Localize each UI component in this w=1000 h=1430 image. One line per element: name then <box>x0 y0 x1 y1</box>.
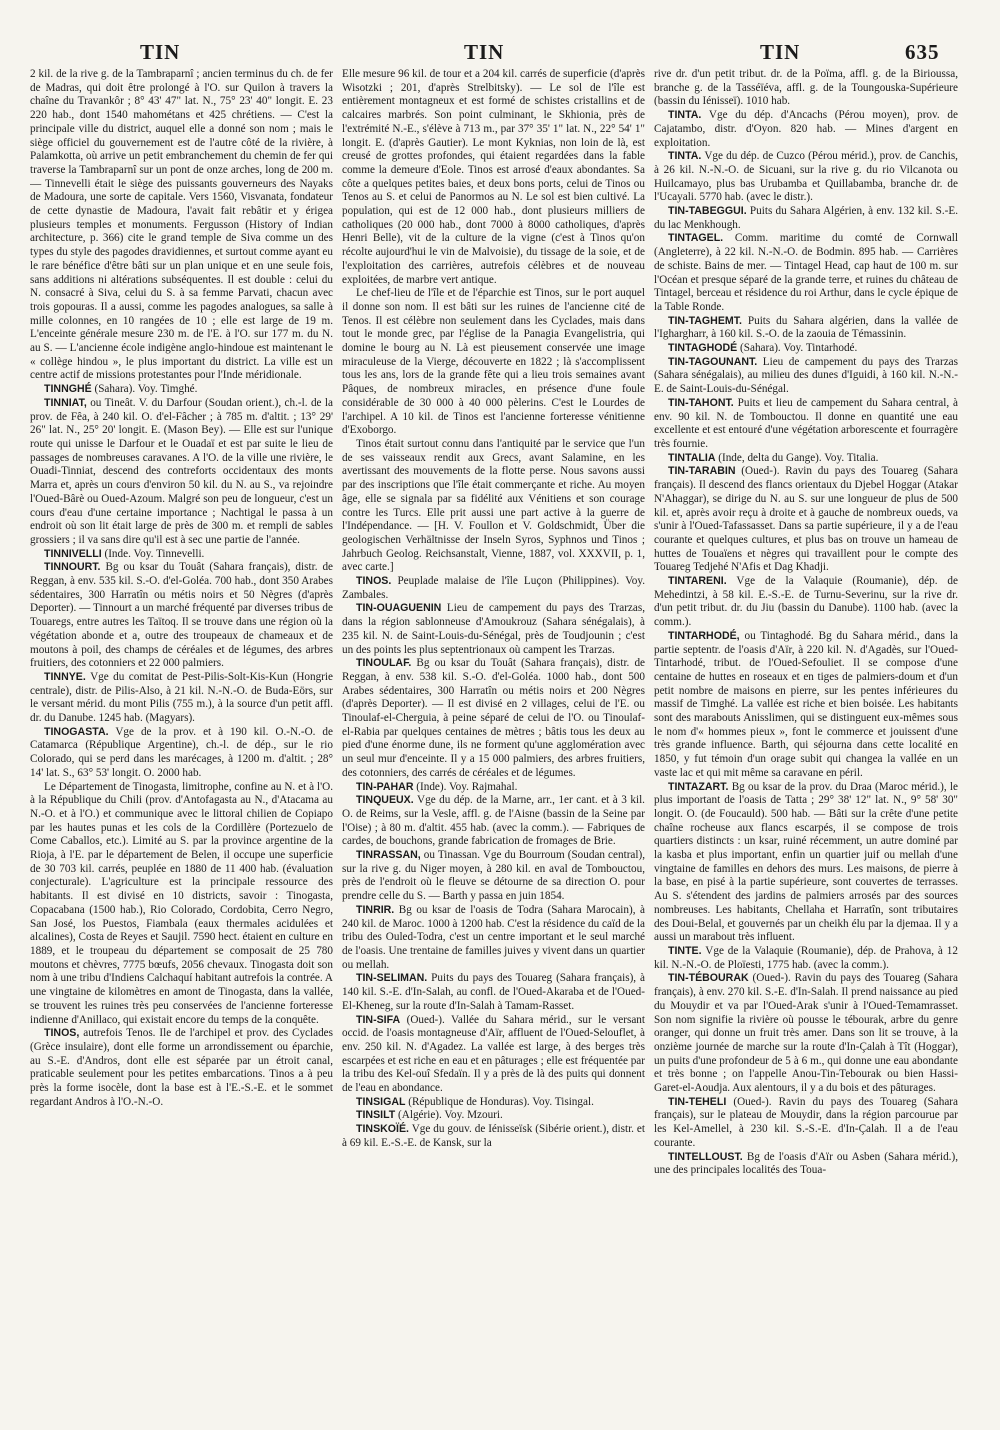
entry-headword: TINSILT <box>356 1109 396 1122</box>
dictionary-entry <box>30 548 333 562</box>
entry-text: (Inde, delta du Gange). Voy. Titalia. <box>718 451 879 464</box>
entry-text: Vge du dép. d'Ancachs (Pérou moyen), prov. de Cajatambo, distr. d'Oyon. 820 hab. — Mines d'argent en exploitation. <box>654 109 958 149</box>
page-number: 635 <box>905 40 940 64</box>
entry-text: Bg ou ksar du Touât (Sahara français), distr. de Reggan, à env. 535 kil. S.-O. d'el-Goléa. 700 hab., dont 350 Arabes sédentaires, 300 Harratîn ou métis noirs et 50 Nègres (d'après Deporter). — Tinnourt a un marché fréquenté par diverses tribus de Touaregs, entre autres les Taïtoq. Il se trouve dans une région où la végétation abonde et a, outre des troupeaux de chameaux et de moutons à poil, des champs de céréales et de légumes, des arbres fruitiers, des cotonniers et 22 000 palmiers. <box>30 561 333 670</box>
dictionary-entry <box>654 781 958 945</box>
entry-text: ou Tintaghodé. Bg du Sahara mérid., dans la partie septentr. de l'oasis d'Aïr, à 220 kil. N. d'Agadès, sur l'Oued-Tintarhodé, tribut. de l'Oued-Sefouliet. Il se compose d'une centaine de huttes en roseaux et en tiges de palmiers-doum et d'un petit nombre de maisons en pierre, sur les pentes inférieures du massif de Timghé. La vallée est riche et bien boisée. Les habitants sont des marabouts Anisslimen, qui se distinguent eux-mêmes sous le nom d'« hommes pieux », font le commerce et jouissent d'une très grande influence. Barth, qui séjourna dans cette localité en 1850, y fut témoin d'un orage subit qui changea la vallée en un vaste lac et qui mit même sa caravane en péril. <box>654 629 958 779</box>
entry-headword: TINTA. <box>668 109 702 122</box>
dictionary-entry <box>654 397 958 452</box>
entry-headword: TINTAGHODÉ <box>668 342 738 355</box>
dictionary-entry <box>30 671 333 726</box>
entry-text: autrefois Tenos. Ile de l'archipel et prov. des Cyclades (Grèce insulaire), dont elle forme un arrondissement ou éparchie, au S.-E. d'Andros, dont elle est séparée par un étroit canal, praticable seulement pour les petites embarcations. Tinos a à peu près la forme isocèle, dont la base est à l'E.-S.-E. et le sommet regardant Andros à l'O.-N.-O. <box>30 1027 333 1108</box>
running-head-right: TIN <box>760 40 801 64</box>
entry-headword: TIN-TABEGGUI. <box>668 205 747 218</box>
dictionary-entry <box>30 1027 333 1109</box>
entry-headword: TINRIR. <box>356 903 395 916</box>
dictionary-entry <box>30 781 333 1028</box>
text-column-3 <box>654 68 958 1418</box>
entry-text: Lieu de campement du pays des Trarzas, dans la région sablonneuse d'Amoukrouz (Sahara sénégalais), à 235 kil. N. de Saint-Louis-du-Sénégal, près de Toudjounin ; c'est un des points les plus septentrionaux où campent les Trarzas. <box>342 602 645 656</box>
dictionary-entry <box>654 945 958 972</box>
running-head-left: TIN <box>140 40 181 64</box>
entry-headword: TIN-PAHAR <box>356 780 414 793</box>
entry-text: (Sahara). Voy. Timghé. <box>94 383 198 396</box>
entry-headword: TINTAGEL. <box>668 232 724 245</box>
entry-headword: TIN-TÉBOURAK <box>668 972 749 985</box>
entry-headword: TINNGHÉ <box>44 383 92 396</box>
dictionary-entry <box>654 232 958 314</box>
entry-text: Bg ou ksar de la prov. du Draa (Maroc mérid.), le plus important de l'oasis de Tatta ; 29° 38' 12" lat. N., 9° 58' 30" longit. O. (de Foucauld). 500 hab. — Bâti sur la crête d'une petite chaîne rocheuse aux flancs escarpés, il se compose de trois quartiers distincts : un ksar, ruiné récemment, un autre dominé par la kasba et plus important, enfin un quartier juif ou mellah d'une vingtaine de familles en dehors des murs. Les maisons, de pierre à la base, en pisé à la partie supérieure, sont couvertes de terrasses. Au S. s'étendent des jardins de palmiers arrosés par des sources nombreuses. Les habitants, Chellaha et Harratîn, sont tributaires des Doui-Belal, et gouvernés par un cheikh élu par la djemaa. Il y a aussi un marabout très influent. <box>654 780 958 944</box>
entry-text: ou Tinassan. Vge du Bourroum (Soudan central), sur la rive g. du Niger moyen, à 280 kil. en aval de Tombouctou, près de l'endroit où le fleuve se détourne de sa direction O. pour prendre celle du S. — Barth y passa en juin 1854. <box>342 849 645 903</box>
entry-headword: TIN-TAGOUNANT. <box>668 355 758 368</box>
text-column-2 <box>342 68 645 1418</box>
entry-text: Vge du gouv. de Iénisseïsk (Sibérie orient.), distr. et à 69 kil. E.-S.-E. de Kansk, sur la <box>342 1123 645 1149</box>
entry-text: Lieu de campement du pays des Trarzas (Sahara sénégalais), au milieu des dunes d'Iguidi, à 160 kil. N.-N.-E. de Saint-Louis-du-Sénégal. <box>654 355 958 396</box>
dictionary-entry <box>654 205 958 232</box>
entry-text: Vge du comitat de Pest-Pilis-Solt-Kis-Kun (Hongrie centrale), distr. de Pilis-Also, à 21 kil. N.-N.-O. de Buda-Eörs, sur le versant mérid. du mont Pilis (755 m.), à la source d'un petit affl. dr. du Danube. 1245 hab. (Magyars). <box>30 670 333 725</box>
dictionary-entry <box>654 68 958 109</box>
dictionary-entry <box>342 287 645 438</box>
entry-headword: TIN-SIFA <box>356 1013 401 1026</box>
entry-text: (Oued-). Vallée du Sahara mérid., sur le versant occid. de l'oasis montagneuse d'Aïr, affluent de l'Oued-Selouflet, à env. 250 kil. N. d'Agadez. La vallée est large, à des berges très escarpées et est riche en eau et en pâturages ; elle est fréquentée par la tribu des Kel-ouî Sfedaïn. Il y a près de là des puits qui donnent de l'eau en abondance. <box>342 1013 645 1095</box>
entry-text: Le chef-lieu de l'île et de l'éparchie est Tinos, sur le port auquel il donne son nom. Il est bâti sur les ruines de l'ancienne cité de Tenos. Il est célèbre non seulement dans les Cyclades, mais dans tout le monde grec, par l'église de la Panagia Evangelistria, qui domine le bourg au N. Là est pieusement conservée une image miraculeuse de la Vierge, découverte en 1822 ; là s'accomplissent tous les ans, lors de la grande fête qui a lieu trois semaines avant Pâques, de nombreux miracles, en présence d'une foule considérable de 30 000 à 40 000 pèlerins. C'est le Lourdes de l'archipel. A 10 kil. de Tinos est l'ancienne forteresse vénitienne d'Exoborgo. <box>342 287 645 437</box>
entry-headword: TINTAZART. <box>668 780 729 793</box>
entry-headword: TINRASSAN, <box>356 849 421 862</box>
entry-headword: TINNIVELLI <box>44 547 102 560</box>
dictionary-entry <box>342 781 645 795</box>
dictionary-entry <box>654 150 958 205</box>
entry-text: (Oued-). Ravin du pays des Touareg (Sahara français), sur le plateau de Mouydir, dans la région parcourue par les Kel-Amellel, à 230 kil. S.-S.-E. d'In-Çalah. Il a de l'eau courante. <box>654 1095 958 1149</box>
entry-headword: TINNYE. <box>44 670 86 683</box>
entry-text: Puits et lieu de campement du Sahara central, à env. 90 kil. N. de Tombouctou. Il donne en quantité une eau excellente et est entouré d'une végétation arborescente et fourragère très fournie. <box>654 396 958 450</box>
dictionary-entry <box>342 972 645 1013</box>
entry-headword: TINTA. <box>668 150 702 163</box>
dictionary-entry <box>342 68 645 287</box>
entry-text: Vge de la Valaquie (Roumanie), dép. de Prahova, à 12 kil. N.-N.-O. de Ploïesti, 1775 hab. (avec la comm.). <box>654 945 958 971</box>
entry-text: Comm. maritime du comté de Cornwall (Angleterre), à 22 kil. N.-N.-O. de Bodmin. 895 hab. — Carrières de schiste. Bains de mer. — Tintagel Head, cap haut de 100 m. sur l'Océan et presque séparé de la grande terre, et ruines du château de Tintagel, berceau et résidence du roi Arthur, dans le cycle épique de la Table Ronde. <box>654 232 958 313</box>
entry-headword: TINTARENI. <box>668 575 727 588</box>
entry-text: Vge du dép. de Cuzco (Pérou mérid.), prov. de Canchis, à 26 kil. N.-N.-O. de Sicuani, sur la rive g. du rio Vilcanota ou Huilcamayo, plus bas Urubamba et Quillabamba, branche dr. de l'Ucayali. 5770 hab. (avec le distr.). <box>654 150 958 204</box>
entry-headword: TIN-TAHONT. <box>668 396 734 409</box>
dictionary-entry <box>654 465 958 575</box>
entry-headword: TINOULAF. <box>356 657 412 670</box>
entry-headword: TINOS. <box>356 575 392 588</box>
entry-text: Vge du dép. de la Marne, arr., 1er cant. et à 3 kil. O. de Reims, sur la Vesle, affl. g. de l'Aisne (bassin de la Seine par l'Oise) ; à 80 m. d'altit. 455 hab. (avec la comm.). — Fabriques de cardes, de bouchons, grande fabrication de fromages de Brie. <box>342 794 645 848</box>
dictionary-entry <box>342 794 645 849</box>
dictionary-entry <box>654 452 958 466</box>
entry-text: Bg ou ksar du Touât (Sahara français), distr. de Reggan, à env. 538 kil. S.-O. d'el-Goléa. 1000 hab., dont 500 Arabes sédentaires, 300 Harratîn ou métis noirs et 200 Nègres (d'après Deporter). — Il est divisé en 2 villages, celui de l'E. ou Tinoulaf-el-Cherguia, à peine séparé de celui de l'O. ou Tinoulaf-el-Rabia par quelques centaines de mètres ; bâtis tous les deux au pied d'une énorme dune, ils ne forment qu'une agglomération avec un seul mur d'enceinte. Il y a 15 000 palmiers, des arbres fruitiers, des cotonniers, des carrés de céréales et de légumes. <box>342 657 645 779</box>
entry-text: Puits du Sahara Algérien, à env. 132 kil. S.-E. du lac Menkhough. <box>654 205 958 231</box>
entry-text: Le Département de Tinogasta, limitrophe, confine au N. et à l'O. à la République du Chili (prov. d'Antofagasta au N., d'Atacama au N.-O. et à l'O.) et communique avec le littoral chilien de Copiapo par les hautes punas et les cols de la Cordillère (Portezuelo de Come Caballos, etc.). Limité au S. par la province argentine de la Rioja, à l'E. par le département de Belen, il occupe une superficie de 30 703 kil. carrés, peuplée en 1880 de 11 400 hab. (évaluation conjecturale). L'agriculture est la principale ressource des habitants. Il est divisé en 10 districts, savoir : Tinogasta, Copacabana (1500 hab.), Rio Colorado, Cordobita, Cerro Negro, San José, los Puestos, Fiambala (eaux thermales acidulées et alcalines), Costa de Reyes et Saujil. 7590 hect. étaient en culture en 1889, et le troupeau du département se composait de 25 780 moutons et chèvres, 7775 bœufs, 2056 chevaux. Tinogasta doit son nom à une tribu d'Indiens Calchaquí habitant autrefois la contrée. A une vingtaine de kilomètres en amont de Tinogasta, dans la vallée, se trouvent les ruines très peu conservées de l'ancienne forteresse indienne d'Anillaco, qui existait encore du temps de la conquête. <box>30 780 333 1026</box>
entry-headword: TIN-TAGHEMT. <box>668 314 742 327</box>
entry-text: Tinos était surtout connu dans l'antiquité par le service que l'un de ses vaisseaux rendit aux Grecs, avant Salamine, en les avertissant des mouvements de la flotte perse. Nous savons aussi par des inscriptions que l'île était commerçante et riche. Au moyen âge, elle se signala par sa fidélité aux Vénitiens et son courage contre les Turcs. Elle prit aussi une part active à la guerre de l'Indépendance. — [H. V. Foullon et V. Goldschmidt, Über die geologischen Verhältnisse der Inseln Syros, Syphnos und Tinos ; Jahrbuch Geolog. Reichsanstalt, Vienne, 1887, vol. XXXVII, p. 1, avec carte.] <box>342 437 645 574</box>
entry-headword: TIN-OUAGUENIN <box>356 602 442 615</box>
entry-headword: TINQUEUX. <box>356 794 414 807</box>
entry-text: (Sahara). Voy. Tintarhodé. <box>740 342 858 355</box>
dictionary-entry <box>654 356 958 397</box>
dictionary-entry <box>654 109 958 150</box>
entry-headword: TINTELLOUST. <box>668 1150 743 1163</box>
entry-text: (Algérie). Voy. Mzouri. <box>398 1109 503 1122</box>
entry-text: Bg ou ksar de l'oasis de Todra (Sahara Marocain), à 240 kil. de Maroc. 1000 à 1200 hab. C'est la résidence du caïd de la tribu des Ouled-Todra, c'est un centre important et le seul marché de l'oasis. Une trentaine de familles juives y vivent dans un quartier ou mellah. <box>342 903 645 971</box>
dictionary-entry <box>30 383 333 397</box>
dictionary-entry <box>30 726 333 781</box>
entry-text: Puits du pays des Touareg (Sahara français), à 140 kil. S.-E. d'In-Salah, au confl. de l'Oued-Akaraba et de l'Oued-El-Kheneg, sur la route d'In-Salah à Tamam-Rasset. <box>342 972 645 1012</box>
entry-text: rive dr. d'un petit tribut. dr. de la Poïma, affl. g. de la Birioussa, branche g. de la Tasséïéva, affl. g. de la Toungouska-Supérieure (bassin du Iénisseï). 1010 hab. <box>654 68 958 108</box>
dictionary-entry <box>654 1151 958 1178</box>
entry-text: (Oued-). Ravin du pays des Touareg (Sahara français), à env. 270 kil. S.-E. d'In-Salah. Il prend naissance au pied du Mouydir et va par l'Oued-Arak s'unir à l'Oued-Temamrasset. Son nom signifie la rivière où pousse le tébourak, arbre du genre oranger, qui donne un fruit très amer. Dans son lit se trouve, à la onzième journée de marche sur la route d'In-Çalah à Tît (Hoggar), un puits d'une profondeur de 5 à 6 m., qui donne une eau abondante et très bonne ; on l'appelle Anou-Tin-Tebourak ou bien Hassi-Garet-el-Aoudja. Aux alentours, il y a du bois et des pâturages. <box>654 972 958 1095</box>
running-head-center: TIN <box>464 40 505 64</box>
dictionary-entry <box>654 315 958 342</box>
entry-text: Elle mesure 96 kil. de tour et a 204 kil. carrés de superficie (d'après Wisotzki ; 201, d'après Strelbitsky). — Le sol de l'île est entièrement montagneux et est formé de schistes cristallins et de calcaires marbrés. Son point culminant, le Skhionia, près de l'extrémité N.-E., s'élève à 713 m., par 37° 35' 1" lat. N., 22° 54' 1" longit. E. (d'après Gautier). Le mont Kyknias, non loin de là, est creusé de grottes profondes, qui étaient regardées dans la fable comme la demeure d'Eole. Tinos est arrosé d'eaux abondantes. Sa côte a quelques petites baies, et deux bons ports, celui de Tinos ou Tenos au S. et celui de Panormos au N. Le sol est bien cultivé. La population, qui est de 12 000 hab., dont plusieurs milliers de catholiques (20 000 hab., dont 7000 à 8000 catholiques, d'après Henri Belle), vit de la culture de la vigne (c'est à Tinos qu'on récolte aujourd'hui le vin de Malvoisie), du tissage de la soie, et de l'exploitation des carrières, autrefois célèbres et de nouveau exploitées, de marbre vert antique. <box>342 68 645 286</box>
dictionary-entry <box>30 397 333 548</box>
dictionary-entry <box>342 1123 645 1150</box>
dictionary-entry <box>654 630 958 781</box>
dictionary-entry <box>342 602 645 657</box>
entry-text: (Inde). Voy. Rajmahal. <box>416 780 518 793</box>
dictionary-entry <box>342 657 645 780</box>
entry-text: Vge de la Valaquie (Roumanie), dép. de Mehedintzi, à 58 kil. E.-S.-E. de Turnu-Severinu, sur la rive dr. d'un petit tribut. dr. du Jiu (bassin du Danube). 1100 hab. (avec la comm.). <box>654 575 958 629</box>
dictionary-entry <box>342 1014 645 1096</box>
entry-headword: TINOS, <box>44 1027 80 1040</box>
dictionary-entry <box>30 68 333 383</box>
dictionary-entry <box>342 904 645 973</box>
entry-headword: TINOGASTA. <box>44 725 109 738</box>
dictionary-entry <box>654 972 958 1095</box>
entry-headword: TIN-TARABIN <box>668 465 736 478</box>
entry-headword: TINSKOÏÉ. <box>356 1123 409 1136</box>
entry-headword: TIN-TEHELI <box>668 1095 727 1108</box>
entry-text: (Inde. Voy. Tinnevelli. <box>104 547 205 560</box>
entry-headword: TINTE. <box>668 945 702 957</box>
text-column-1 <box>30 68 333 1418</box>
entry-text: Puits du Sahara algérien, dans la vallée de l'Ighargharr, à 160 kil. S.-O. de la zaouia de Témassinin. <box>654 314 958 341</box>
entry-text: Vge de la prov. et à 190 kil. O.-N.-O. de Catamarca (République Argentine), ch.-l. de dép., sur le rio Colorado, qui se perd dans les marécages, à 1200 m. d'altit. ; 28° 14' lat. S., 63° 53' longit. O. 2000 hab. <box>30 725 333 779</box>
entry-text: Peuplade malaise de l'île Luçon (Philippines). Voy. Zambales. <box>342 575 645 601</box>
entry-headword: TIN-SELIMAN. <box>356 972 428 985</box>
dictionary-entry <box>654 342 958 356</box>
dictionary-entry <box>342 575 645 602</box>
entry-text: (République de Honduras). Voy. Tisingal. <box>408 1095 594 1108</box>
dictionary-entry <box>342 1109 645 1123</box>
entry-headword: TINNOURT. <box>44 561 101 574</box>
entry-text: (Oued-). Ravin du pays des Touareg (Sahara français). Il descend des flancs orientaux du Djebel Hoggar (Atakar N'Ahaggar), se dirige du N. au S. sur une longueur de plus de 500 kil. et, après avoir reçu à droite et à gauche de nombreux oueds, va s'unir à l'Oued-Tafassasset. Dans sa partie supérieure, il y a de l'eau courante et quelques cultures, et plus bas on trouve un hameau de huttes de Touaïens et nègres qui travaillent pour le compte des Touareg Tedjehé N'Afis et Dag Khadji. <box>654 465 958 574</box>
entry-headword: TINTARHODÉ, <box>668 629 740 642</box>
entry-text: Bg de l'oasis d'Aïr ou Asben (Sahara mérid.), une des principales localités des Toua- <box>654 1150 958 1177</box>
dictionary-entry <box>30 561 333 671</box>
entry-text: 2 kil. de la rive g. de la Tambraparnî ; ancien terminus du ch. de fer de Madras, qui doit être prolongé à l'O. sur Quilon à travers la chaîne du Travankôr ; 8° 43' 47" lat. N., 75° 23' 40" longit. E. 23 220 hab., dont 1540 mahométans et 425 chrétiens. — C'est la principale ville du district, auquel elle a donné son nom ; mais le siège officiel du gouvernement est de l'autre côté de la rivière, à Palamkotta, où arrive un petit embranchement du chemin de fer qui traverse la Tambraparnî sur un pont de onze arches, long de 200 m. — Tinnevelli était le siège des puissants gouverneurs des Nayaks de Madoura, une sorte de capitale. Vers 1560, Visvanata, fondateur de cette dynastie de Madoura, l'avait fait rebâtir et y érigea plusieurs temples et monuments. Fergusson (History of Indian architecture, p. 366) cite le grand temple de Siva comme un des types du style des pagodes dravidiennes, et surtout comme ayant eu le rare bénéfice d'être bâti sur un plan unique et en une seule fois, sans additions ni altérations subséquentes. Il est double : celui du N. consacré à Siva, celui du S. à sa femme Parvati, chacun avec trois gopouras. Il a aussi, comme les pagodes analogues, sa salle à mille colonnes, en 10 rangées de 10 ; elle est large de 19 m. L'enceinte générale mesure 230 m. de l'E. à l'O. sur 177 m. du N. au S. — L'ancienne école indigène anglo-hindoue est maintenant le « collège hindou », le plus important du district. La ville est un centre actif de missions protestantes pour l'Inde méridionale. <box>30 68 333 382</box>
entry-headword: TINTALIA <box>668 451 716 464</box>
dictionary-entry <box>342 1096 645 1110</box>
dictionary-entry <box>654 575 958 630</box>
dictionary-entry <box>342 849 645 904</box>
entry-headword: TINNIAT, <box>44 396 87 409</box>
entry-text: ou Tineât. V. du Darfour (Soudan orient.), ch.-l. de la prov. de Fêa, à 240 kil. O. d'el-Fâcher ; à 785 m. d'altit. ; 13° 29' 26" lat. N., 25° 20' longit. E. (Mason Bey). — Elle est sur l'unique route qui unisse le Darfour et le Ouadaï et est par suite le lieu de passages de nombreuses caravanes. A l'O. de la ville une rivière, le Ouadi-Tinniat, descend des contreforts occidentaux des monts Marra et, après un cours d'environ 50 kil. du N. au S., va rejoindre l'Oued-Bârè ou Oued-Azoum. Malgré son peu de longueur, c'est un cours d'eau d'une certaine importance ; Nachtigal le passa à un endroit où son lit était large de près de 300 m. et rempli de sables grossiers ; il va sans dire qu'il est à sec une partie de l'année. <box>30 396 333 546</box>
dictionary-entry <box>654 1096 958 1151</box>
entry-headword: TINSIGAL <box>356 1095 406 1108</box>
dictionary-entry <box>342 438 645 575</box>
